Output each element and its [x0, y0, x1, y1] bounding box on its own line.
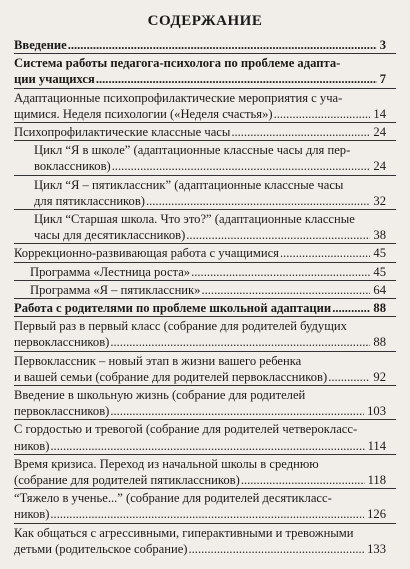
toc-entry-text: первоклассников): [14, 404, 110, 419]
toc-entry-text: Психопрофилактические классные часы: [14, 125, 231, 140]
page-number: 114: [367, 438, 386, 453]
toc-entry-last-line: [34, 193, 386, 209]
page-number: 45: [373, 264, 386, 279]
toc-entry-text: для пятиклассников): [34, 193, 145, 208]
toc-entry-last-line: [14, 300, 386, 316]
dot-leader: [68, 37, 377, 53]
page-number: 3: [379, 38, 386, 52]
toc-entry: [14, 385, 396, 419]
toc-entry-last-line: [14, 124, 386, 140]
toc-entry-line: Адаптационные психопрофилактические мероприятия с уча-: [14, 90, 343, 105]
toc-entry: [14, 53, 396, 87]
toc-entry: [14, 37, 396, 53]
dot-leader: [328, 369, 370, 385]
toc-entry: [14, 523, 396, 557]
toc-entry: [14, 316, 396, 350]
page-number: 14: [373, 106, 386, 121]
toc-entry: [14, 351, 396, 385]
dot-leader: [110, 403, 364, 419]
page-number: 92: [373, 369, 386, 384]
dot-leader: [189, 541, 365, 557]
toc-entry-line: Цикл “Старшая школа. Что это?” (адаптационные классные: [34, 212, 355, 227]
toc-entry-text: Работа с родителями по проблеме школьной адаптации: [14, 301, 332, 316]
dot-leader: [110, 334, 370, 350]
page-number: 88: [373, 335, 386, 350]
toc-entry-text: детьми (родительское собрание): [14, 541, 188, 556]
dot-leader: [146, 193, 370, 209]
toc-entry-text: Введение: [14, 38, 67, 52]
toc-entry-text: ников): [14, 507, 50, 522]
toc-entry-text: (собрание для родителей пятиклассников): [14, 473, 240, 488]
toc-entry: [14, 209, 396, 243]
toc-entry: [14, 243, 396, 261]
page-number: 32: [373, 193, 386, 208]
toc-entry-last-line: [14, 472, 386, 488]
toc-entry-text: часы для десятиклассников): [34, 228, 186, 243]
toc-entry: [14, 280, 396, 298]
dot-leader: [96, 71, 377, 87]
page-number: 133: [367, 541, 386, 556]
toc-entry-text: первоклассников): [14, 335, 110, 350]
dot-leader: [201, 282, 370, 298]
toc-entry-line: Как общаться с агрессивными, гиперактивными и тревожными: [14, 525, 354, 540]
toc-entry: [14, 488, 396, 522]
toc-entry: [14, 419, 396, 453]
toc-entry: [14, 122, 396, 140]
page-number: 88: [373, 301, 386, 316]
toc-entry-last-line: [14, 506, 386, 522]
toc-entry-last-line: [14, 106, 386, 122]
toc-entry-last-line: [14, 245, 386, 261]
toc-entry-text: Программа «Лестница роста»: [30, 264, 191, 279]
toc-entry-text: ников): [14, 438, 50, 453]
toc-entry-last-line: [14, 334, 386, 350]
page-number: 126: [367, 507, 386, 522]
toc-entry: [14, 262, 396, 280]
toc-entry-line: Время кризиса. Переход из начальной школы в среднюю: [14, 456, 319, 471]
toc-entry-last-line: [30, 282, 386, 298]
toc-entry: [14, 454, 396, 488]
page-number: 38: [373, 228, 386, 243]
toc-entry-line: Первоклассник – новый этап в жизни вашего ребенка: [14, 353, 302, 368]
toc-entry-last-line: [14, 541, 386, 557]
toc-entry: [14, 140, 396, 174]
toc-entry-last-line: [14, 403, 386, 419]
toc-entry-text: ции учащихся: [14, 72, 95, 87]
dot-leader: [50, 506, 364, 522]
toc-entry-line: “Тяжело в ученье...” (собрание для родителей десятикласс-: [14, 491, 332, 506]
toc-entry-line: Цикл “Я в школе” (адаптационные классные часы для пер-: [34, 143, 351, 158]
toc-entry: [14, 88, 396, 122]
toc-entry-last-line: [30, 264, 386, 280]
toc-entry: [14, 298, 396, 316]
page-number: 118: [367, 473, 386, 488]
table-of-contents: [14, 37, 396, 557]
toc-entry-line: Цикл “Я – пятиклассник” (адаптационные классные часы: [34, 177, 344, 192]
page-number: 24: [373, 125, 386, 140]
toc-entry-text: Коррекционно-развивающая работа с учащимися: [14, 246, 279, 261]
dot-leader: [191, 264, 370, 280]
page-title: СОДЕРЖАНИЕ: [147, 13, 263, 29]
dot-leader: [186, 227, 370, 243]
dot-leader: [274, 106, 371, 122]
page-number: 64: [373, 282, 386, 297]
toc-entry-line: Система работы педагога-психолога по проблеме адапта-: [14, 56, 341, 71]
dot-leader: [241, 472, 365, 488]
toc-entry-text: щимися. Неделя психологии («Неделя счастья»): [14, 106, 273, 121]
page-number: 103: [367, 404, 386, 419]
dot-leader: [231, 124, 370, 140]
toc-entry: [14, 175, 396, 209]
toc-entry-line: С гордостью и тревогой (собрание для родителей четверокласс-: [14, 422, 358, 437]
toc-entry-last-line: [14, 369, 386, 385]
dot-leader: [280, 245, 370, 261]
toc-entry-last-line: [14, 37, 386, 53]
toc-entry-line: Первый раз в первый класс (собрание для родителей будущих: [14, 319, 347, 334]
toc-entry-last-line: [14, 438, 386, 454]
toc-entry-last-line: [34, 158, 386, 174]
toc-entry-line: Введение в школьную жизнь (собрание для родителей: [14, 388, 306, 403]
dot-leader: [112, 158, 371, 174]
dot-leader: [50, 438, 364, 454]
toc-entry-text: Программа «Я – пятиклассник»: [30, 282, 201, 297]
toc-entry-last-line: [14, 71, 386, 87]
page-number: 7: [379, 72, 386, 87]
toc-entry-last-line: [34, 227, 386, 243]
dot-leader: [332, 300, 370, 316]
toc-entry-text: воклассников): [34, 159, 111, 174]
page-number: 45: [373, 246, 386, 261]
toc-entry-text: и вашей семьи (собрание для родителей первоклассников): [14, 369, 328, 384]
page-number: 24: [373, 159, 386, 174]
